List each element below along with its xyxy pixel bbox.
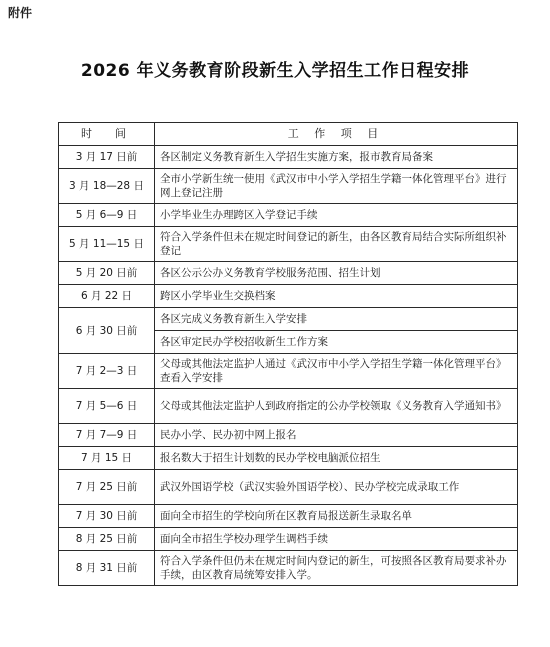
schedule-table: [58, 122, 518, 586]
table-row: [59, 424, 518, 447]
table-row: [59, 528, 518, 551]
page-title: 2026 年义务教育阶段新生入学招生工作日程安排: [80, 61, 470, 81]
row-date: 8 月 25 日前: [59, 528, 155, 551]
row-date: 7 月 30 日前: [59, 505, 155, 528]
header-time: 时 间: [59, 123, 155, 146]
row-item: 各区审定民办学校招收新生工作方案: [155, 331, 518, 354]
row-date: 6 月 22 日: [59, 285, 155, 308]
row-item: 符合入学条件但仍未在规定时间内登记的新生，可按照各区教育局要求补办手续，由区教育局统筹安排入学。: [155, 551, 518, 586]
table-row: [59, 262, 518, 285]
row-date: 6 月 30 日前: [59, 308, 155, 354]
table-row: [59, 505, 518, 528]
header-work-item: 工 作 项 目: [155, 123, 518, 146]
table-row: [59, 470, 518, 505]
row-date: 7 月 2—3 日: [59, 354, 155, 389]
table-row: [59, 204, 518, 227]
row-item: 父母或其他法定监护人到政府指定的公办学校领取《义务教育入学通知书》: [155, 389, 518, 424]
row-item: 民办小学、民办初中网上报名: [155, 424, 518, 447]
table-row: [59, 169, 518, 204]
row-date: 7 月 15 日: [59, 447, 155, 470]
table-row: [59, 389, 518, 424]
table-row: [59, 146, 518, 169]
row-date: 7 月 25 日前: [59, 470, 155, 505]
attachment-label: 附件: [8, 6, 33, 20]
row-item: 各区完成义务教育新生入学安排: [155, 308, 518, 331]
table-row: [59, 551, 518, 586]
row-item: 各区制定义务教育新生入学招生实施方案，报市教育局备案: [155, 146, 518, 169]
row-date: 5 月 6—9 日: [59, 204, 155, 227]
row-item: 报名数大于招生计划数的民办学校电脑派位招生: [155, 447, 518, 470]
row-date: 7 月 5—6 日: [59, 389, 155, 424]
row-item: 面向全市招生的学校向所在区教育局报送新生录取名单: [155, 505, 518, 528]
table-row: [59, 308, 518, 331]
row-item: 各区公示公办义务教育学校服务范围、招生计划: [155, 262, 518, 285]
row-date: 5 月 11—15 日: [59, 227, 155, 262]
row-date: 5 月 20 日前: [59, 262, 155, 285]
row-date: 3 月 18—28 日: [59, 169, 155, 204]
table-header-row: [59, 123, 518, 146]
row-item: 符合入学条件但未在规定时间登记的新生，由各区教育局结合实际所组织补登记: [155, 227, 518, 262]
table-row: [59, 354, 518, 389]
row-item: 全市小学新生统一使用《武汉市中小学入学招生学籍一体化管理平台》进行网上登记注册: [155, 169, 518, 204]
table-row: [59, 285, 518, 308]
table-row: [59, 447, 518, 470]
row-item: 面向全市招生学校办理学生调档手续: [155, 528, 518, 551]
row-date: 7 月 7—9 日: [59, 424, 155, 447]
row-item: 父母或其他法定监护人通过《武汉市中小学入学招生学籍一体化管理平台》查看入学安排: [155, 354, 518, 389]
table-row: [59, 227, 518, 262]
row-item: 武汉外国语学校（武汉实验外国语学校）、民办学校完成录取工作: [155, 470, 518, 505]
row-date: 3 月 17 日前: [59, 146, 155, 169]
row-date: 8 月 31 日前: [59, 551, 155, 586]
row-item: 小学毕业生办理跨区入学登记手续: [155, 204, 518, 227]
row-item: 跨区小学毕业生交换档案: [155, 285, 518, 308]
